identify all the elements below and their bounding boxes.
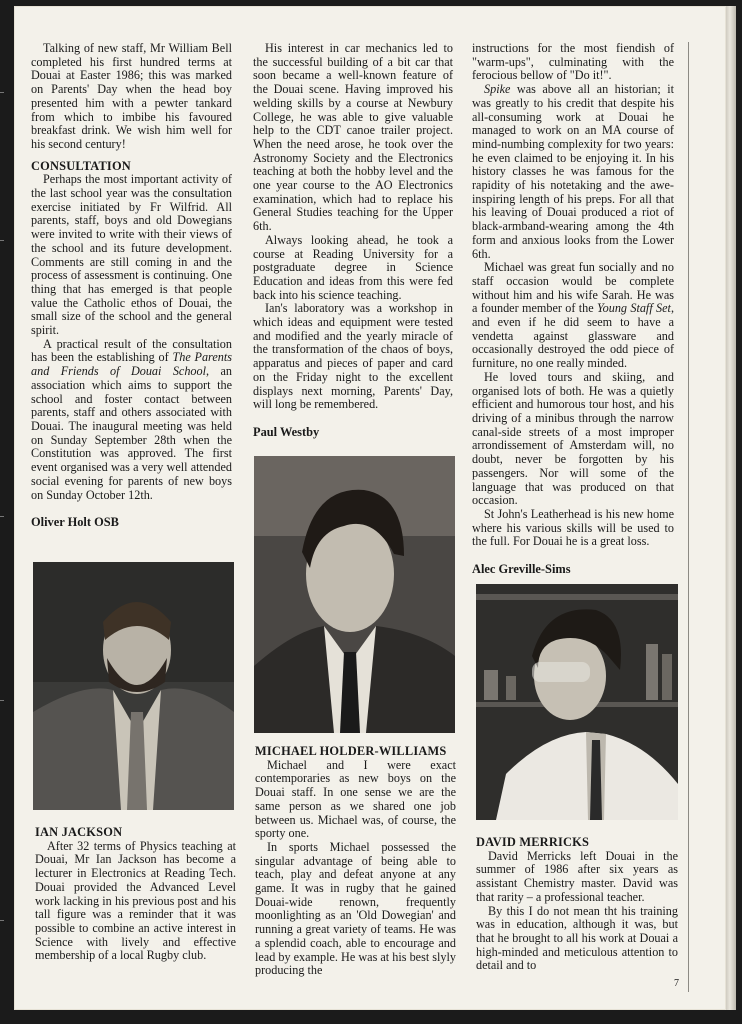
byline-paul-westby: Paul Westby bbox=[253, 424, 320, 439]
col3-paragraph-5: St John's Leatherhead is his new home where his various skills will be used to the full. For Douai he is a great loss. bbox=[472, 506, 674, 549]
binding-tick bbox=[0, 516, 4, 517]
photo-ian-jackson bbox=[33, 562, 234, 810]
mhw-paragraph-2: In sports Michael possessed the singular advantage of being able to teach, play and defeat anyone at any game. It was in rugby that he gained Douai-wide renown, frequently moonlighting as an 'Old Dowegian' and running a great variety of teams. He was a splendid coach, able to encourage and lead by example. He was at his best slyly producing the bbox=[255, 839, 456, 978]
col2-paragraph-3: Ian's laboratory was a workshop in which ideas and equipment were tested and modified and the yearly miracle of the transformation of the chaos of boys, apparatus and pieces of paper and card on the Friday night to the excellent displays next morning, Parents' Day, will long be remembered. bbox=[253, 301, 453, 412]
column-3-lower bbox=[476, 836, 678, 973]
binding-tick bbox=[0, 92, 4, 93]
binding-tick bbox=[0, 240, 4, 241]
consultation-paragraph-1: Perhaps the most important activity of the last school year was the consultation exercise initiated by Fr Wilfrid. All parents, staff, boys and old Dowegians were invited to write with their views of the school and its future development. Comments are still coming in and the process of assessment is continuing. One thing that has emerged is that people value the Catholic ethos of Douai, the small size of the school and the general spirit. bbox=[31, 172, 232, 338]
column-rule bbox=[688, 42, 689, 992]
caption-ian-jackson: IAN JACKSON bbox=[35, 825, 123, 839]
ian-jackson-paragraph: After 32 terms of Physics teaching at Douai, Mr Ian Jackson has become a lecturer in Electronics at Reading Tech. Douai provided the Advanced Level work lacking in his previous post and his tall figure was a reminder that it was possible to combine an active interest in Science with lively and effective membership of a local Rugby club. bbox=[35, 838, 236, 963]
column-1 bbox=[31, 42, 232, 530]
page-number: 7 bbox=[674, 978, 679, 989]
consultation-paragraph-2: A practical result of the consultation has been the establishing of The Parents and Friends of Douai School, an association which aims to support the school and foster contact between parents, staff and others associated with Douai. The inaugural meeting was held on Sunday September 28th when the Constitution was approved. The first event organised was a very well attended social evening for parents of new boys on Sunday October 12th. bbox=[31, 336, 232, 502]
photo-david-merricks bbox=[476, 584, 678, 820]
mhw-paragraph-1: Michael and I were exact contemporaries as new boys on the Douai staff. In one sense we are the same person as we shared one job between us. Michael was, of course, the sporty one. bbox=[255, 757, 456, 841]
caption-david-merricks: DAVID MERRICKS bbox=[476, 835, 590, 849]
intro-paragraph: Talking of new staff, Mr William Bell completed his first hundred terms at Douai at Easter 1986; this was marked on Parents' Day when the head boy presented him with a pewter tankard from which to imbibe his favoured breakfast drink. We wish him well for his second century! bbox=[31, 41, 232, 151]
col3-paragraph-2: Spike was above all an historian; it was greatly to his credit that despite his all-consuming work at Douai he managed to work on an MA course of mind-numbing complexity for two years: he even claimed to be enjoying it. In his history classes he was famous for the rapidity of his notetaking and the awe-inspiring length of his preps. For all that his leaving of Douai produced a riot of black-armband-wearing among the 4th form and anxious looks from the Lower 6th. bbox=[472, 82, 674, 261]
binding-tick bbox=[0, 700, 4, 701]
col2-paragraph-2: Always looking ahead, he took a course at Reading University for a postgraduate degree in Science Education and ideas from this were fed back into his science teaching. bbox=[253, 232, 453, 302]
col2-paragraph-1: His interest in car mechanics led to the successful building of a bit car that soon became a well-known feature of the Douai scene. Having improved his welding skills by a course at Newbury College, he was able to give valuable help to the CDT canoe trailer project. When the need arose, he took over the Astronomy Society and the Electronics teaching at both the hobby level and the one year course to the AO Electronics examination, which had to replace his General Studies teaching for the Upper 6th. bbox=[253, 41, 453, 234]
page-edge bbox=[726, 6, 736, 1010]
col3-paragraph-4: He loved tours and skiing, and organised lots of both. He was a quietly efficient and humorous tour host, and his driving of a minibus through the narrow canal-side streets of a most improper arrondissement of Amsterdam will, no doubt, never be forgotten by his passengers. Nor will some of the language that was produced on that occasion. bbox=[472, 369, 674, 508]
column-2 bbox=[253, 42, 453, 440]
binding-tick bbox=[0, 920, 4, 921]
consultation-heading: CONSULTATION bbox=[31, 158, 131, 173]
byline-oliver-holt: Oliver Holt OSB bbox=[31, 515, 119, 530]
dm-paragraph-2: By this I do not mean tht his training was in education, although it was, but that he brought to all his work at Douai a high-minded and meticulous attention to detail and to bbox=[476, 903, 678, 973]
dm-paragraph-1: David Merricks left Douai in the summer of 1986 after six years as assistant Chemistry master. David was that rarity – a professional teacher. bbox=[476, 848, 678, 904]
byline-alec-greville-sims: Alec Greville-Sims bbox=[472, 562, 571, 577]
column-2-lower bbox=[255, 745, 456, 978]
column-1-lower bbox=[35, 826, 236, 963]
caption-michael-holder-williams: MICHAEL HOLDER-WILLIAMS bbox=[255, 744, 447, 758]
photo-michael-holder-williams bbox=[254, 456, 455, 733]
col3-paragraph-1: instructions for the most fiendish of "warm-ups", culminating with the ferocious bellow of "Do it!". bbox=[472, 41, 674, 83]
column-3 bbox=[472, 42, 674, 577]
col3-paragraph-3: Michael was great fun socially and no staff occasion would be complete without him and his wife Sarah. He was a founder member of the Young Staff Set, and even if he did seem to have a vendetta against glassware and occasionally destroyed the odd piece of furniture, no one really minded. bbox=[472, 260, 674, 371]
